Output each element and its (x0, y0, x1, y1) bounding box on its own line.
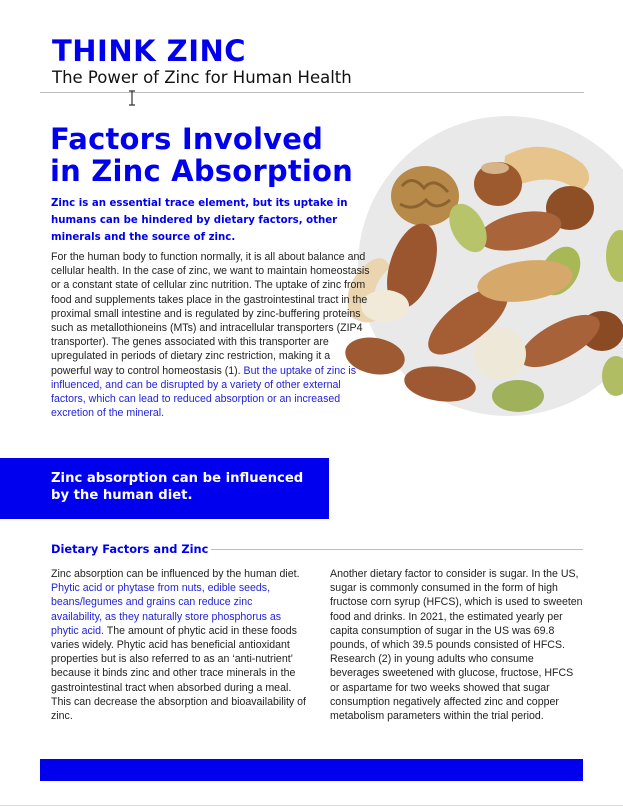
right-column-paragraph: Another dietary factor to consider is sugar. In the US, sugar is commonly consumed in the form of high fructose corn syrup (HFCS), which is used to sweeten food and drinks. In 2021, the estimated yearly per capita consumption of sugar in the US was 69.8 pounds, of which 39.5 pounds consisted of HFCS. Research (2) in young adults who consume beverages sweetened with glucose, fructose, HFCS or aspartame for two weeks showed that sugar consumption negatively affected zinc and copper metabolism parameters within the trial period. (330, 568, 583, 723)
section-heading: Dietary Factors and Zinc (51, 542, 209, 556)
intro-text: For the human body to function normally, it is all about balance and cellular health. In the case of zinc, we want to maintain homeostasis or a constant state of cellular zinc nutrition. The uptake of zinc from food and supplements takes place in the gastrointestinal tract in the proximal small intestine and is regulated by zinc-buffering proteins such as metallothioneins (MTs) and intracellular transporters (ZIP4 transporter). The genes associated with this transporter are upregulated in periods of dietary zinc restriction, making it a powerful way to control homeostasis (1). (51, 251, 370, 377)
article-title (50, 123, 353, 187)
lead-paragraph: Zinc is an essential trace element, but its uptake in humans can be hindered by dietary factors, other minerals and the source of zinc. (51, 198, 348, 243)
brand-title: THINK ZINC (52, 34, 247, 68)
intro-paragraph (51, 250, 371, 420)
footer-bar (40, 759, 583, 781)
left-column-start: Zinc absorption can be influenced by the human diet. (51, 568, 300, 580)
walnut (391, 166, 459, 226)
intro-highlight: But the uptake of zinc is influenced, and can be disrupted by a variety of other external factors, which can lead to reduced absorption or an increased excretion of the mineral. (51, 364, 357, 420)
pistachio (492, 380, 544, 412)
mixed-nuts-image (330, 116, 623, 426)
callout-banner-text: Zinc absorption can be influenced by the human diet. (51, 471, 304, 503)
macadamia-nut (474, 328, 526, 380)
callout-banner (0, 458, 329, 519)
text-cursor-icon (127, 90, 137, 106)
left-column-rest: The amount of phytic acid in these foods varies widely. Phytic acid has beneficial antioxidant properties but is also referred to as an ‘anti-nutrient’ because it binds zinc and other trace minerals in the gastrointestinal tract when absorbed during a meal. This can decrease the absorption and bioavailability of zinc. (51, 624, 306, 723)
article-title-line-1: Factors Involved (50, 122, 324, 156)
article-title-line-2: in Zinc Absorption (50, 154, 354, 188)
section-divider (211, 549, 583, 550)
left-column-paragraph (51, 567, 306, 723)
page-bottom-edge (0, 805, 623, 806)
header-divider (40, 92, 584, 93)
brand-subtitle: The Power of Zinc for Human Health (52, 68, 352, 87)
left-column-highlight: Phytic acid or phytase from nuts, edible seeds, beans/legumes and grains can reduce zinc availability, as they naturally store phosphorus as phytic acid. (51, 582, 282, 637)
